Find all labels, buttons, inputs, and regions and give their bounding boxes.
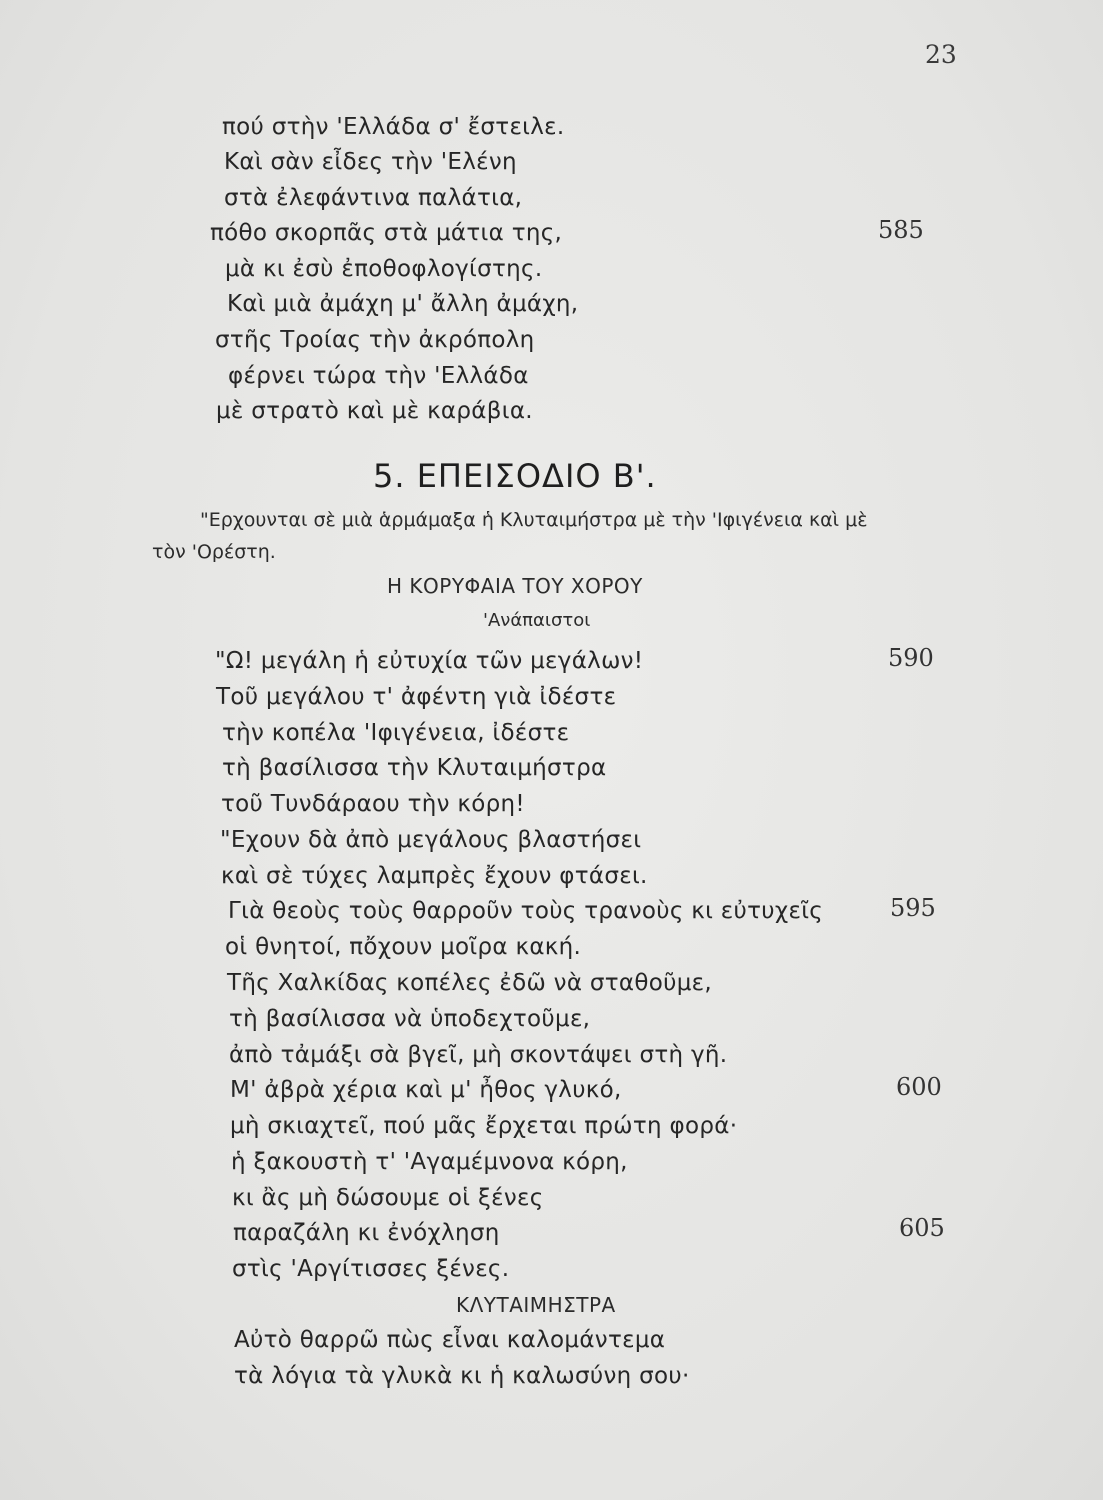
verse-line: στῆς Τροίας τὴν ἀκρόπολη [215,327,535,353]
verse-line: τὴ βασίλισσα νὰ ὑποδεχτοῦμε, [229,1006,591,1032]
verse-line: Αὐτὸ θαρρῶ πὼς εἶναι καλομάντεμα [234,1327,666,1353]
verse-line: πού στὴν 'Ελλάδα σ' ἔστειλε. [222,114,565,140]
verse-line: στὶς 'Αργίτισσες ξένες. [232,1256,510,1282]
line-number: 600 [896,1073,942,1101]
verse-line: κι ἂς μὴ δώσουμε οἱ ξένες [232,1185,544,1211]
verse-line: τὴ βασίλισσα τὴν Κλυταιμήστρα [222,755,607,781]
verse-line: μὰ κι ἐσὺ ἐποθοφλογίστης. [225,256,543,282]
verse-line: παραζάλη κι ἐνόχληση [233,1220,500,1246]
verse-line: καὶ σὲ τύχες λαμπρὲς ἔχουν φτάσει. [221,863,648,889]
verse-line: ἀπὸ τἀμάξι σὰ βγεῖ, μὴ σκοντάψει στὴ γῆ. [229,1042,728,1068]
line-number: 590 [888,644,934,672]
verse-line: Καὶ μιὰ ἀμάχη μ' ἄλλη ἀμάχη, [227,291,579,317]
stage-direction-line: τὸν 'Ορέστη. [152,541,276,563]
verse-line: "Ω! μεγάλη ἡ εὐτυχία τῶν μεγάλων! [215,648,644,674]
verse-line: Τῆς Χαλκίδας κοπέλες ἐδῶ νὰ σταθοῦμε, [227,970,713,996]
verse-line: Μ' ἀβρὰ χέρια καὶ μ' ἦθος γλυκό, [230,1077,622,1103]
verse-line: ἡ ξακουστὴ τ' 'Αγαμέμνονα κόρη, [231,1149,628,1175]
verse-line: μὲ στρατὸ καὶ μὲ καράβια. [216,398,533,424]
line-number: 605 [899,1214,945,1242]
verse-line: "Εχουν δὰ ἀπὸ μεγάλους βλαστήσει [220,827,642,853]
verse-line: Καὶ σὰν εἶδες τὴν 'Ελένη [224,149,517,175]
verse-line: μὴ σκιαχτεῖ, πού μᾶς ἔρχεται πρώτη φορά· [230,1113,738,1139]
verse-line: οἱ θνητοί, πὄχουν μοῖρα κακή. [225,934,582,960]
line-number: 585 [878,216,924,244]
verse-line: τοῦ Τυνδάραου τὴν κόρη! [221,791,525,817]
verse-line: φέρνει τώρα τὴν 'Ελλάδα [228,363,529,389]
verse-line: Γιὰ θεοὺς τοὺς θαρροῦν τοὺς τρανοὺς κι εὐτυχεῖς [228,898,824,924]
meter-label: 'Ανάπαιστοι [483,610,591,631]
speaker-name: Η ΚΟΡΥΦΑΙΑ ΤΟΥ ΧΟΡΟΥ [387,574,643,598]
stage-direction-line: "Ερχουνται σὲ μιὰ ἁρμάμαξα ἡ Κλυταιμήστρα μὲ τὴν 'Ιφιγένεια καὶ μὲ [200,509,868,531]
verse-line: στὰ ἐλεφάντινα παλάτια, [224,185,523,211]
verse-line: πόθο σκορπᾶς στὰ μάτια της, [210,220,563,246]
episode-heading: 5. ΕΠΕΙΣΟΔΙΟ Β'. [373,457,657,495]
speaker-name: ΚΛΥΤΑΙΜΗΣΤΡΑ [456,1293,616,1317]
verse-line: τὰ λόγια τὰ γλυκὰ κι ἡ καλωσύνη σου· [234,1363,690,1389]
verse-line: Τοῦ μεγάλου τ' ἀφέντη γιὰ ἰδέστε [216,684,617,710]
line-number: 595 [890,894,936,922]
page-number: 23 [925,40,957,69]
verse-line: τὴν κοπέλα 'Ιφιγένεια, ἰδέστε [222,720,570,746]
